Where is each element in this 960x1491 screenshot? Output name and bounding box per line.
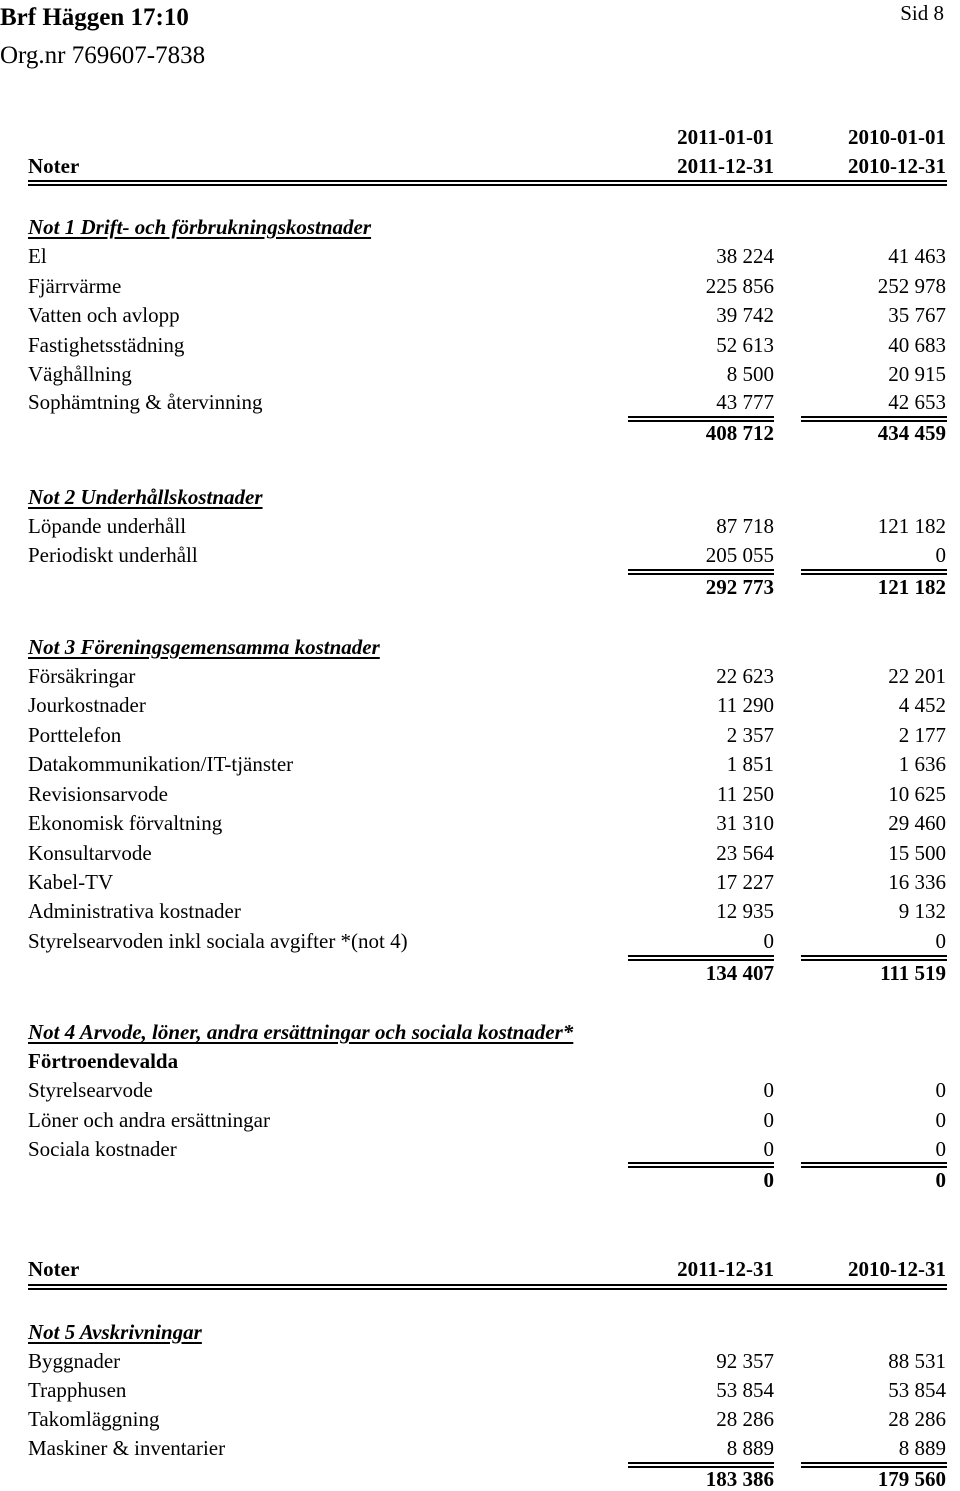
org-number: Org.nr 769607-7838 <box>0 42 206 69</box>
row-value-2010: 0 <box>935 1108 946 1132</box>
row-value-2011: 22 623 <box>716 664 774 688</box>
col1-from: 2011-01-01 <box>677 125 774 149</box>
row-value-2010: 10 625 <box>888 782 946 806</box>
row-label: Kabel-TV <box>28 870 114 894</box>
row-value-2011: 2 357 <box>726 723 774 747</box>
note5-total-2011: 183 386 <box>705 1467 774 1491</box>
page-number: Sid 8 <box>900 1 944 25</box>
row-label: El <box>28 244 47 268</box>
total-rule <box>628 1162 774 1168</box>
row-value-2011: 0 <box>763 1137 774 1161</box>
row-label: Revisionsarvode <box>28 782 168 806</box>
row-value-2011: 205 055 <box>705 543 774 567</box>
row-label: Styrelsearvode <box>28 1078 153 1102</box>
row-value-2010: 0 <box>935 929 946 953</box>
col2-date-2: 2010-12-31 <box>848 1257 946 1281</box>
row-value-2010: 28 286 <box>888 1407 946 1431</box>
note5-total-2010: 179 560 <box>877 1467 946 1491</box>
row-value-2011: 23 564 <box>716 841 774 865</box>
col2-from: 2010-01-01 <box>848 125 946 149</box>
row-label: Sociala kostnader <box>28 1137 177 1161</box>
col2-to: 2010-12-31 <box>848 154 946 178</box>
row-label: Försäkringar <box>28 664 136 688</box>
row-value-2011: 17 227 <box>716 870 774 894</box>
row-value-2011: 28 286 <box>716 1407 774 1431</box>
row-value-2011: 0 <box>763 1078 774 1102</box>
row-label: Löpande underhåll <box>28 514 187 538</box>
note1-total-2011: 408 712 <box>705 421 774 445</box>
note1-total-2010: 434 459 <box>877 421 946 445</box>
row-value-2011: 0 <box>763 1108 774 1132</box>
row-label: Byggnader <box>28 1349 121 1373</box>
row-value-2010: 0 <box>935 543 946 567</box>
row-value-2010: 29 460 <box>888 811 946 835</box>
row-label: Vatten och avlopp <box>28 303 180 327</box>
row-label: Ekonomisk förvaltning <box>28 811 223 835</box>
row-label: Datakommunikation/IT-tjänster <box>28 752 294 776</box>
row-value-2010: 42 653 <box>888 390 946 414</box>
row-value-2010: 2 177 <box>898 723 946 747</box>
row-value-2010: 121 182 <box>877 514 946 538</box>
row-value-2011: 87 718 <box>716 514 774 538</box>
row-value-2011: 31 310 <box>716 811 774 835</box>
row-value-2011: 92 357 <box>716 1349 774 1373</box>
row-value-2011: 43 777 <box>716 390 774 414</box>
row-value-2010: 16 336 <box>888 870 946 894</box>
row-value-2010: 4 452 <box>898 693 946 717</box>
row-value-2011: 8 500 <box>726 362 774 386</box>
row-value-2010: 35 767 <box>888 303 946 327</box>
header-rule-2 <box>28 1284 947 1290</box>
row-value-2010: 15 500 <box>888 841 946 865</box>
row-value-2011: 225 856 <box>705 274 774 298</box>
row-value-2010: 88 531 <box>888 1349 946 1373</box>
row-value-2011: 12 935 <box>716 899 774 923</box>
row-value-2010: 0 <box>935 1137 946 1161</box>
notes-heading: Noter <box>28 154 80 178</box>
header-rule <box>28 180 947 186</box>
row-value-2011: 53 854 <box>716 1378 774 1402</box>
row-label: Periodiskt underhåll <box>28 543 198 567</box>
row-label: Löner och andra ersättningar <box>28 1108 270 1132</box>
row-value-2010: 20 915 <box>888 362 946 386</box>
note4-subtitle: Förtroendevalda <box>28 1049 179 1073</box>
row-value-2011: 11 250 <box>717 782 774 806</box>
row-value-2011: 8 889 <box>726 1436 774 1460</box>
association-name: Brf Häggen 17:10 <box>0 4 189 31</box>
note3-title: Not 3 Föreningsgemensamma kostnader <box>28 635 380 659</box>
total-rule <box>801 1162 947 1168</box>
row-value-2010: 9 132 <box>898 899 946 923</box>
row-value-2010: 1 636 <box>898 752 946 776</box>
row-value-2011: 39 742 <box>716 303 774 327</box>
col1-date-2: 2011-12-31 <box>677 1257 774 1281</box>
note4-total-2010: 0 <box>935 1168 946 1192</box>
note4-total-2011: 0 <box>763 1168 774 1192</box>
row-label: Konsultarvode <box>28 841 152 865</box>
note2-total-2011: 292 773 <box>705 575 774 599</box>
row-label: Porttelefon <box>28 723 122 747</box>
row-label: Sophämtning & återvinning <box>28 390 263 414</box>
row-value-2010: 8 889 <box>898 1436 946 1460</box>
row-label: Fjärrvärme <box>28 274 122 298</box>
row-value-2010: 53 854 <box>888 1378 946 1402</box>
row-label: Administrativa kostnader <box>28 899 241 923</box>
row-value-2011: 1 851 <box>726 752 774 776</box>
row-label: Maskiner & inventarier <box>28 1436 226 1460</box>
row-value-2010: 252 978 <box>877 274 946 298</box>
note5-title: Not 5 Avskrivningar <box>28 1320 202 1344</box>
row-value-2011: 11 290 <box>717 693 774 717</box>
row-label: Styrelsearvoden inkl sociala avgifter *(not 4) <box>28 929 408 953</box>
row-label: Takomläggning <box>28 1407 160 1431</box>
row-value-2010: 40 683 <box>888 333 946 357</box>
row-label: Väghållning <box>28 362 132 386</box>
note3-total-2011: 134 407 <box>705 961 774 985</box>
notes-heading-2: Noter <box>28 1257 80 1281</box>
note2-title: Not 2 Underhållskostnader <box>28 485 263 509</box>
row-value-2010: 22 201 <box>888 664 946 688</box>
note3-total-2010: 111 519 <box>880 961 946 985</box>
row-value-2011: 52 613 <box>716 333 774 357</box>
col1-to: 2011-12-31 <box>677 154 774 178</box>
note2-total-2010: 121 182 <box>877 575 946 599</box>
row-label: Jourkostnader <box>28 693 146 717</box>
row-value-2010: 0 <box>935 1078 946 1102</box>
row-value-2010: 41 463 <box>888 244 946 268</box>
note4-title: Not 4 Arvode, löner, andra ersättningar och sociala kostnader* <box>28 1020 574 1044</box>
row-value-2011: 0 <box>763 929 774 953</box>
row-label: Trapphusen <box>28 1378 127 1402</box>
note1-title: Not 1 Drift- och förbrukningskostnader <box>28 215 372 239</box>
row-value-2011: 38 224 <box>716 244 774 268</box>
row-label: Fastighetsstädning <box>28 333 185 357</box>
